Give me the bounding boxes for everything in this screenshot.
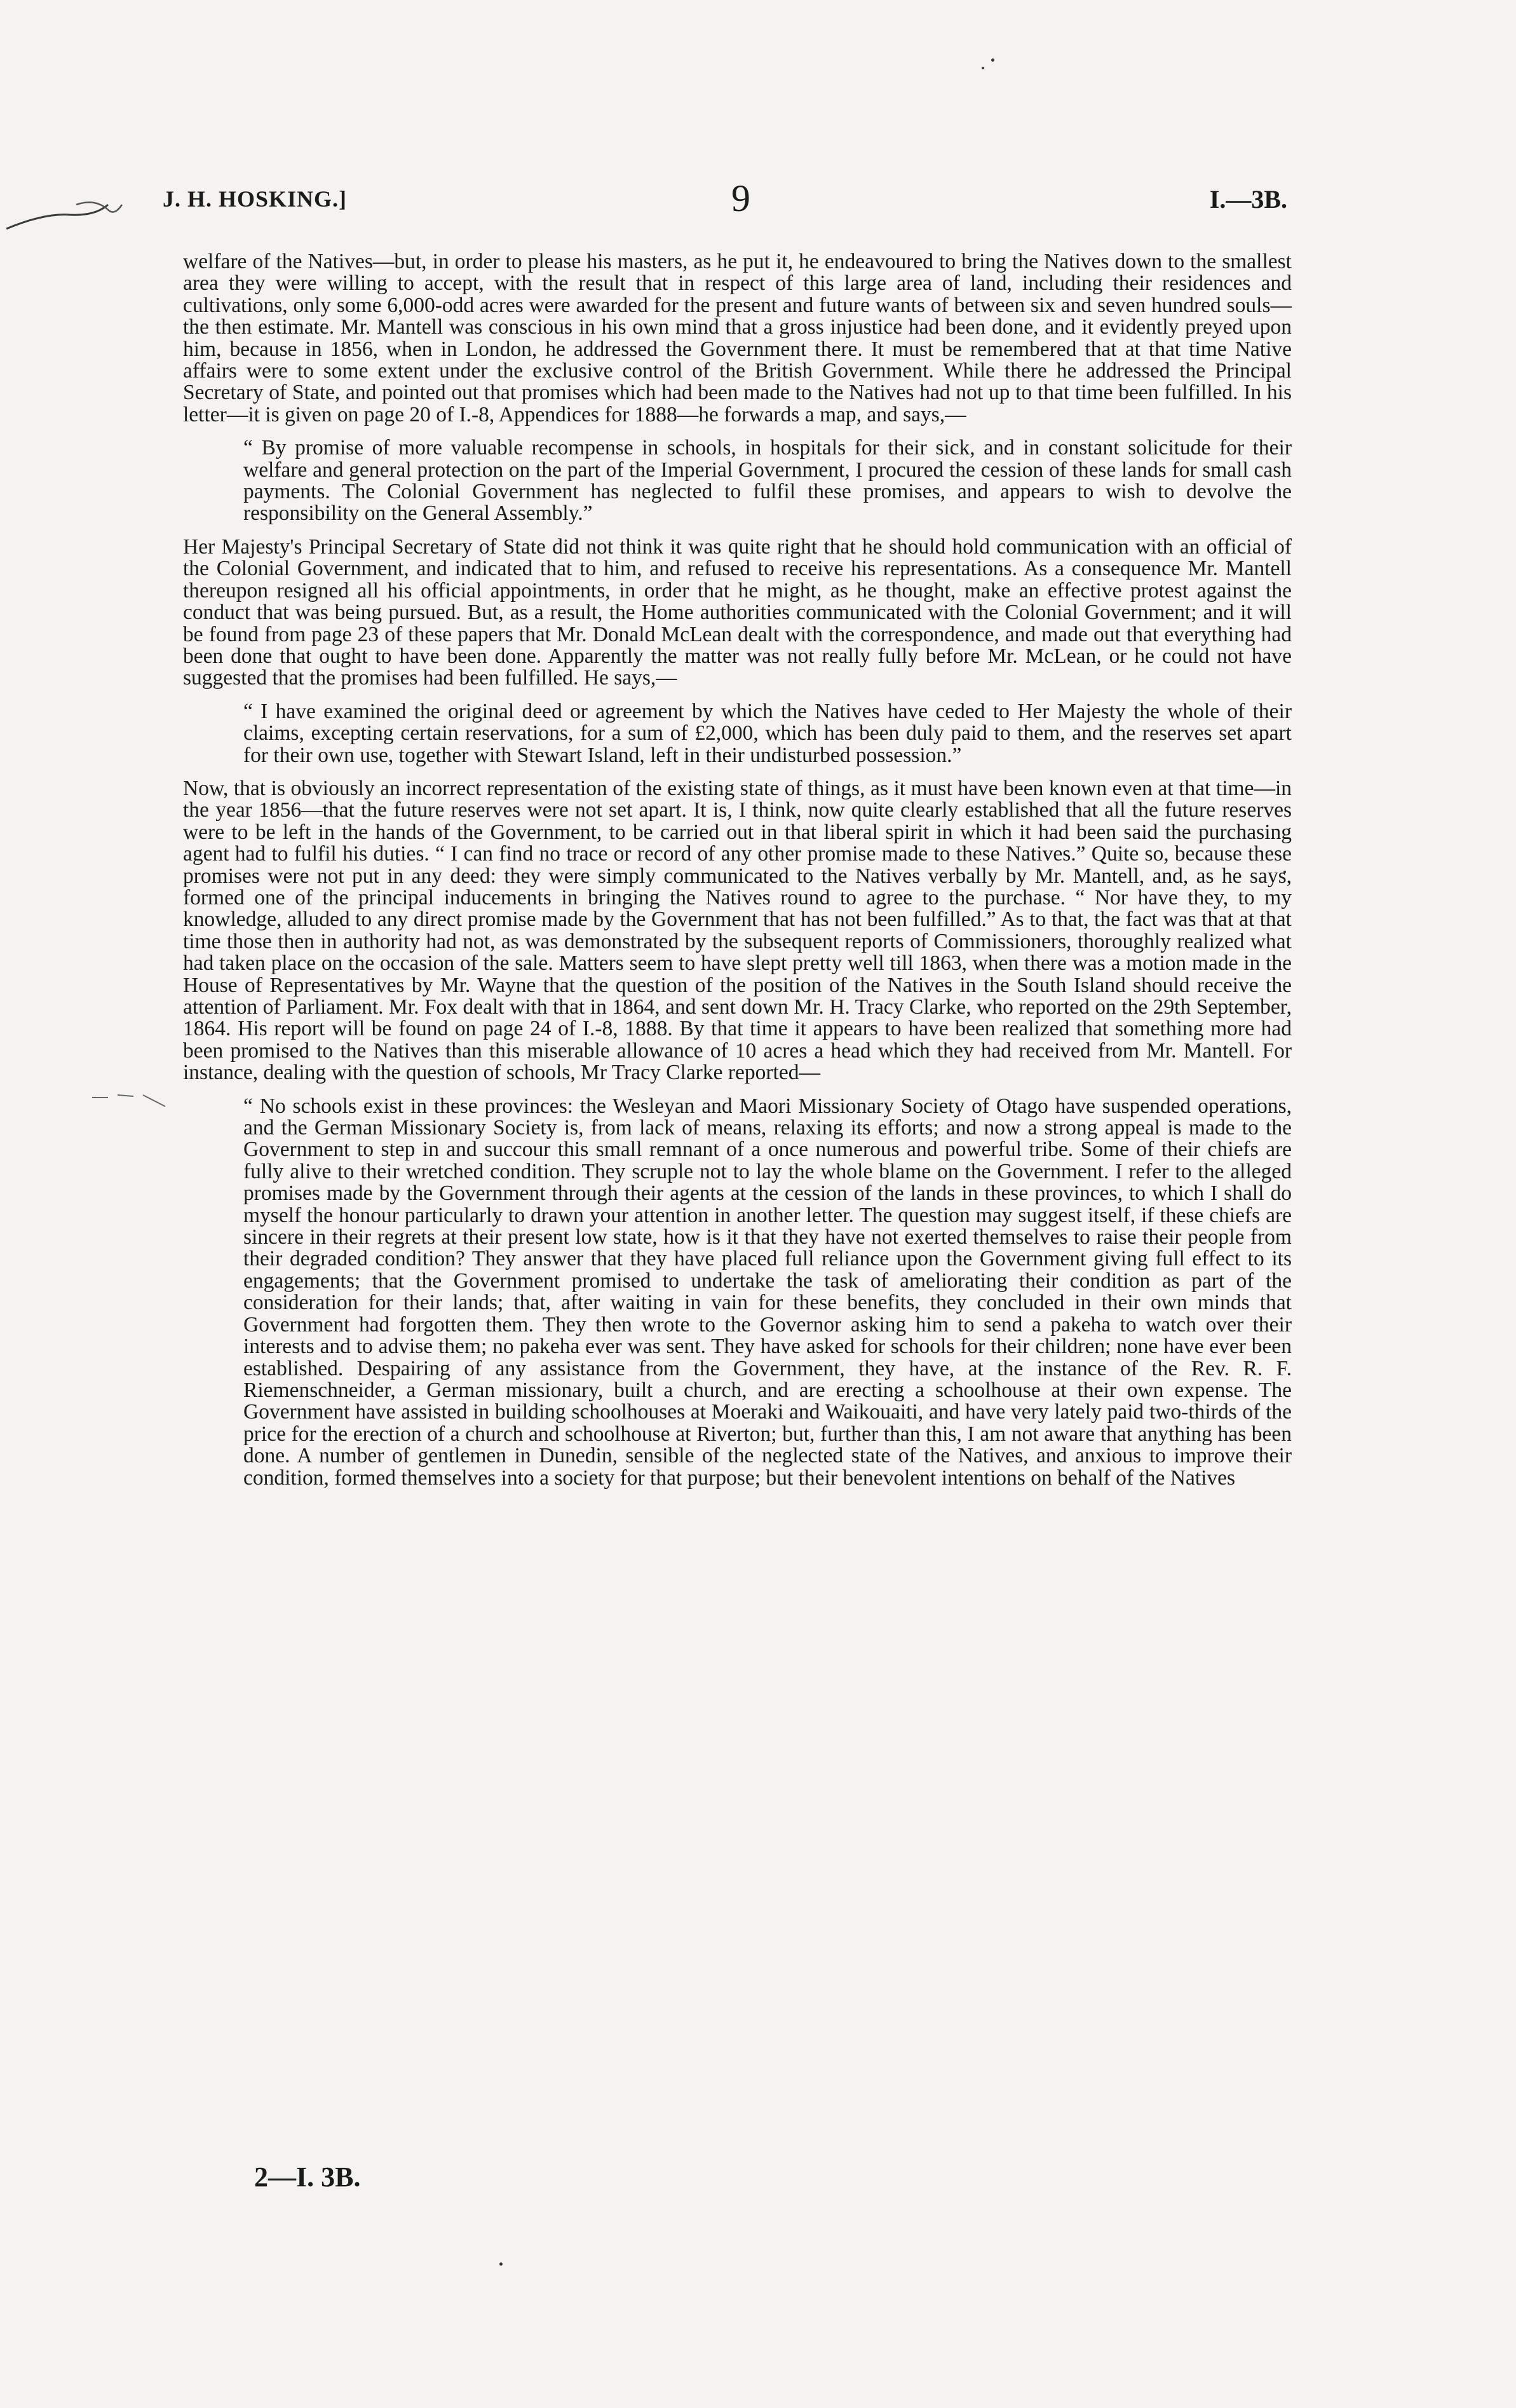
block-quote: “ No schools exist in these provinces: the Wesleyan and Maori Missionary Society of Otago have suspended operations, and the German Missionary Society is, from lack of means, relaxing its efforts; and now a strong appeal is made to the Government to step in and succour this small remnant of a once numerous and powerful tribe. Some of their chiefs are fully alive to their wretched condition. They scruple not to lay the whole blame on the Government. I refer to the alleged promises made by the Government through their agents at the cession of the lands in these provinces, to which I shall do myself the honour particularly to drawn your attention in another letter. The question may suggest itself, if these chiefs are sincere in their regrets at their present low state, how is it that they have not exerted themselves to raise their people from their degraded condition? They answer that they have placed full reliance upon the Government giving full effect to its engagements; that the Government promised to undertake the task of ameliorating their condition as part of the consideration for their lands; that, after waiting in vain for these benefits, they concluded in their own minds that Government had forgotten them. They then wrote to the Governor asking him to send a pakeha to watch over their interests and to advise them; no pakeha ever was sent. They have asked for schools for their children; none have ever been established. Despairing of any assistance from the Government, they have, at the instance of the Rev. R. F. Riemenschneider, a German missionary, built a church, and are erecting a schoolhouse at their own expense. The Government have assisted in building schoolhouses at Moeraki and Waikouaiti, and have very lately paid two-thirds of the price for the erection of a church and schoolhouse at Riverton; but, further than this, I am not aware that anything has been done. A number of gentlemen in Dunedin, sensible of the neglected state of the Natives, and anxious to improve their condition, formed themselves into a society for that purpose; but their benevolent intentions on behalf of the Natives	[243, 1094, 1292, 1490]
paragraph: Now, that is obviously an incorrect representation of the existing state of things, as it must have been known even at that time—in the year 1856—that the future reserves were not set apart. It is, I think, now quite clearly established that all the future reserves were to be left in the hands of the Government, to be carried out in that liberal spirit in which it had been said the purchasing agent had to fulfil his duties. “ I can find no trace or record of any other promise made to these Natives.” Quite so, because these promises were not put in any deed: they were simply communicated to the Natives verbally by Mr. Mantell, and, as he says, formed one of the principal inducements in bringing the Natives round to agree to the purchase. “ Nor have they, to my knowledge, alluded to any direct promise made by the Government that has not been fulfilled.” As to that, the fact was that at that time those then in authority had not, as was demonstrated by the subsequent reports of Commissioners, thoroughly realized what had taken place on the occasion of the sale. Matters seem to have slept pretty well till 1863, when there was a motion made in the House of Representatives by Mr. Wayne that the question of the position of the Natives in the South Island should receive the attention of Parliament. Mr. Fox dealt with that in 1864, and sent down Mr. H. Tracy Clarke, who reported on the 29th September, 1864. His report will be found on page 24 of I.-8, 1888. By that time it appears to have been realized that something more had been promised to the Natives than this miserable allowance of 10 acres a head which they had received from Mr. Mantell. For instance, dealing with the question of schools, Mr Tracy Clarke reported—	[183, 776, 1292, 1085]
running-head-author: J. H. HOSKING.]	[163, 186, 348, 212]
paragraph: welfare of the Natives—but, in order to please his masters, as he put it, he endeavoured to bring the Natives down to the smallest area they were willing to accept, with the result that in respect of this large area of land, including their residences and cultivations, only some 6,000-odd acres were awarded for the present and future wants of between six and seven hundred souls—the then estimate. Mr. Mantell was conscious in his own mind that a gross injustice had been done, and it evidently preyed upon him, because in 1856, when in London, he addressed the Government there. It must be remembered that at that time Native affairs were to some extent under the exclusive control of the British Government. While there he addressed the Principal Secretary of State, and pointed out that promises which had been made to the Natives had not up to that time been fulfilled. In his letter—it is given on page 20 of I.-8, Appendices for 1888—he forwards a map, and says,—	[183, 250, 1292, 426]
body-text	[183, 251, 1292, 1500]
paragraph: Her Majesty's Principal Secretary of State did not think it was quite right that he should hold communication with an official of the Colonial Government, and indicated that to him, and refused to receive his representations. As a consequence Mr. Mantell thereupon resigned all his official appointments, in order that he might, as he thought, make an effective protest against the conduct that was being pursued. But, as a result, the Home authorities communicated with the Colonial Government; and it will be found from page 23 of these papers that Mr. Donald McLean dealt with the correspondence, and made out that everything had been done that ought to have been done. Apparently the matter was not really fully before Mr. McLean, or he could not have suggested that the promises had been fulfilled. He says,—	[183, 534, 1292, 690]
page-header	[163, 177, 1287, 234]
block-quote: “ By promise of more valuable recompense in schools, in hospitals for their sick, and in constant solicitude for their welfare and general protection on the part of the Imperial Government, I procured the cession of these lands for small cash payments. The Colonial Government has neglected to fulfil these promises, and appears to wish to devolve the responsibility on the General Assembly.”	[243, 436, 1292, 526]
page-number: 9	[731, 177, 750, 219]
block-quote: “ I have examined the original deed or agreement by which the Natives have ceded to Her Majesty the whole of their claims, excepting certain reservations, for a sum of £2,000, which has been duly paid to them, and the reserves set apart for their own use, together with Stewart Island, left in their undisturbed possession.”	[243, 699, 1292, 767]
margin-dash-mark	[89, 1090, 172, 1109]
margin-pencil-mark	[0, 0, 146, 267]
page-speck	[499, 2262, 503, 2266]
page-speck	[982, 67, 984, 69]
page-footer-signature: 2—I. 3B.	[254, 2161, 361, 2193]
page-speck	[991, 58, 994, 62]
document-reference: I.—3B.	[1209, 185, 1287, 214]
